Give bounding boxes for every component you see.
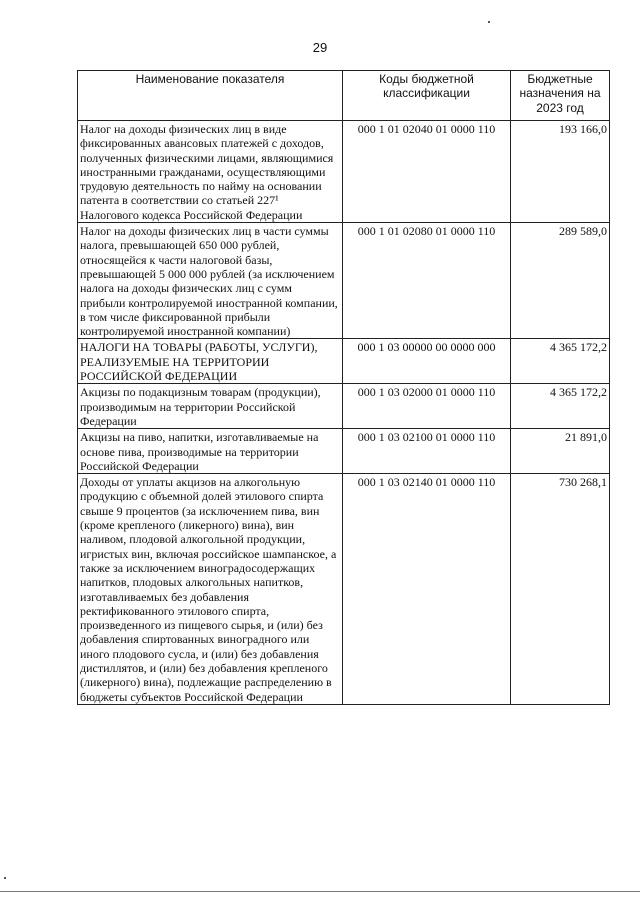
row-value: 289 589,0 <box>511 223 610 339</box>
row-name: Акцизы по подакцизным товарам (продукции), производимым на территории Российской Федерации <box>78 384 343 429</box>
row-name: Налог на доходы физических лиц в виде фиксированных авансовых платежей с доходов, полученных физическими лицами, являющимися иностранными гражданами, осуществляющими трудовую деятельность по найму на основании патента в соответствии со статьей 227¹ Налогового кодекса Российской Федерации <box>78 121 343 223</box>
scan-speck <box>4 877 6 879</box>
row-value: 730 268,1 <box>511 474 610 705</box>
table-row <box>78 384 610 429</box>
row-code: 000 1 01 02040 01 0000 110 <box>343 121 511 223</box>
row-value: 21 891,0 <box>511 429 610 474</box>
row-name: НАЛОГИ НА ТОВАРЫ (РАБОТЫ, УСЛУГИ), РЕАЛИЗУЕМЫЕ НА ТЕРРИТОРИИ РОССИЙСКОЙ ФЕДЕРАЦИИ <box>78 339 343 384</box>
table-header-row <box>78 71 610 121</box>
header-indicator-name: Наименование показателя <box>78 71 343 121</box>
table-row <box>78 429 610 474</box>
scan-edge-line <box>0 891 640 892</box>
table-row <box>78 223 610 339</box>
page-number: 29 <box>312 40 328 55</box>
row-code: 000 1 01 02080 01 0000 110 <box>343 223 511 339</box>
row-value: 193 166,0 <box>511 121 610 223</box>
table-row-section <box>78 339 610 384</box>
row-value: 4 365 172,2 <box>511 384 610 429</box>
row-name: Налог на доходы физических лиц в части суммы налога, превышающей 650 000 рублей, относящейся к части налоговой базы, превышающей 5 000 000 рублей (за исключением налога на доходы физических лиц с сумм прибыли контролируемой иностранной компании, в том числе фиксированной прибыли контролируемой иностранной компании) <box>78 223 343 339</box>
row-name: Акцизы на пиво, напитки, изготавливаемые на основе пива, производимые на территории Российской Федерации <box>78 429 343 474</box>
header-budget-amount: Бюджетные назначения на 2023 год <box>511 71 610 121</box>
row-code: 000 1 03 00000 00 0000 000 <box>343 339 511 384</box>
row-value: 4 365 172,2 <box>511 339 610 384</box>
row-code: 000 1 03 02000 01 0000 110 <box>343 384 511 429</box>
budget-table <box>77 70 610 705</box>
table-row <box>78 474 610 705</box>
header-budget-code: Коды бюджетной классификации <box>343 71 511 121</box>
row-code: 000 1 03 02100 01 0000 110 <box>343 429 511 474</box>
row-code: 000 1 03 02140 01 0000 110 <box>343 474 511 705</box>
table-row <box>78 121 610 223</box>
row-name: Доходы от уплаты акцизов на алкогольную продукцию с объемной долей этилового спирта свыше 9 процентов (за исключением пива, вин (кроме крепленого (ликерного) вина), вин наливом, плодовой алкогольной продукции, игристых вин, включая российское шампанское, а также за исключением виноградосодержащих напитков, плодовых алкогольных напитков, изготавливаемых без добавления ректификованного этилового спирта, произведенного из пищевого сырья, и (или) без добавления спиртованных виноградного или иного плодового сусла, и (или) без добавления дистиллятов, и (или) без добавления крепленого (ликерного) вина), подлежащие распределению в бюджеты субъектов Российской Федерации <box>78 474 343 705</box>
scan-speck <box>488 21 490 23</box>
